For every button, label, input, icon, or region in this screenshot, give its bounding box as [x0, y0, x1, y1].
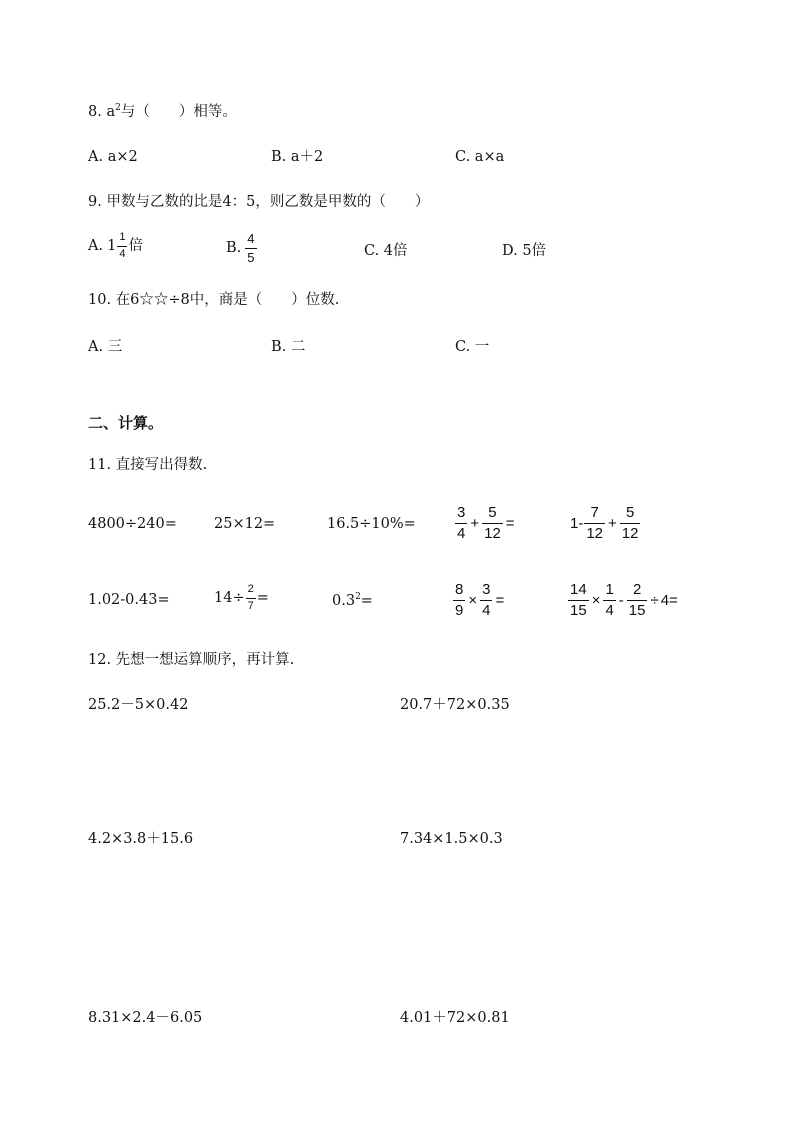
q12-item-1: 25.2－5×0.42: [88, 697, 189, 713]
q9-option-a-label: A.: [88, 237, 104, 254]
q8-exponent: 2: [115, 103, 121, 113]
q10-option-b: B. 二: [271, 339, 306, 355]
q8-option-b: B. a＋2: [271, 149, 324, 165]
q9-option-a: [88, 232, 143, 260]
q11-r1-f1-frac1: [455, 505, 467, 542]
numerator: 3: [457, 504, 466, 521]
equals-sign: =: [505, 514, 515, 532]
operator: ×: [591, 591, 601, 609]
q11-r2-e-frac2: [603, 582, 615, 619]
q9-option-b: [226, 232, 258, 264]
q9-option-c: C. 4倍: [364, 243, 408, 259]
section-heading: 二、计算。: [88, 414, 164, 432]
q11-r1-item-4: [454, 505, 517, 542]
q12-item-3: 4.2×3.8＋15.6: [88, 831, 194, 847]
q11-r1-f2-frac2: [620, 505, 641, 542]
q8-stem-pre: 8. a: [88, 103, 116, 120]
denominator: 4: [482, 601, 491, 619]
equals-sign: =: [360, 592, 373, 609]
q9-option-a-numerator: 1: [119, 231, 126, 243]
denominator: 15: [570, 601, 587, 619]
q11-r2-item-4: [452, 582, 506, 619]
q9-option-a-whole: 1: [107, 237, 117, 254]
q11-r2-b-frac: [246, 584, 256, 612]
q11-r2-item-5: [567, 582, 678, 619]
q12-item-6: 4.01＋72×0.81: [400, 1010, 510, 1026]
equals-sign: =: [256, 589, 269, 606]
q9-option-a-fraction: [117, 232, 127, 260]
q12-item-5: 8.31×2.4－6.05: [88, 1010, 203, 1026]
q11-r1-f1-frac2: [482, 505, 503, 542]
denominator: 9: [455, 601, 464, 619]
q10-stem: 10. 在6☆☆÷8中，商是（ ）位数.: [88, 292, 340, 308]
q11-r2-item-3: [332, 593, 373, 608]
q10-option-a: A. 三: [88, 339, 123, 355]
q12-item-4: 7.34×1.5×0.3: [400, 831, 503, 847]
q9-option-b-fraction: [245, 232, 256, 264]
prefix: 14÷: [214, 589, 245, 606]
operator: -: [618, 591, 624, 609]
operator: ÷: [650, 591, 659, 609]
denominator: 15: [628, 601, 646, 619]
numerator: 2: [632, 581, 642, 598]
q11-r2-item-2: [214, 584, 269, 612]
denominator: 12: [621, 524, 639, 542]
q9-option-d: D. 5倍: [502, 243, 547, 259]
prefix: 1-: [570, 514, 584, 532]
q10-option-c: C. 一: [455, 339, 490, 355]
numerator: 1: [605, 581, 614, 598]
q9-option-b-denominator: 5: [247, 249, 255, 265]
q12-stem: 12. 先想一想运算顺序，再计算.: [88, 652, 295, 668]
operator: +: [608, 514, 617, 532]
denominator: 4: [457, 524, 466, 542]
q11-r2-e-frac1: [568, 582, 589, 619]
q11-r2-d-frac2: [480, 582, 492, 619]
numerator: 5: [625, 504, 635, 521]
q11-r1-f2-frac1: [584, 505, 605, 542]
numerator: 8: [455, 581, 464, 598]
q11-r2-d-frac1: [453, 582, 465, 619]
operator: +: [470, 514, 480, 532]
q11-r1-item-2: 25×12=: [214, 516, 276, 532]
q12-item-2: 20.7＋72×0.35: [400, 697, 510, 713]
q11-r1-item-5: [570, 505, 641, 542]
numerator: 2: [247, 583, 254, 595]
exponent: 2: [355, 592, 361, 602]
base: 0.3: [332, 592, 356, 609]
numerator: 3: [482, 581, 491, 598]
q8-stem-post: 与（ ）相等。: [120, 103, 237, 120]
q11-r1-item-1: 4800÷240=: [88, 516, 177, 532]
q11-r2-e-frac3: [627, 582, 648, 619]
q11-r2-item-1: 1.02-0.43=: [88, 592, 170, 608]
operator: ×: [468, 591, 478, 609]
q9-stem: 9. 甲数与乙数的比是4：5，则乙数是甲数的（ ）: [88, 194, 430, 210]
q9-option-a-unit: 倍: [128, 237, 143, 254]
numerator: 5: [488, 504, 497, 521]
numerator: 14: [570, 581, 587, 598]
tail: 4=: [660, 591, 678, 609]
q11-r1-item-3: 16.5÷10%=: [327, 516, 416, 532]
q8-option-c: C. a×a: [455, 149, 505, 165]
denominator: 12: [484, 524, 501, 542]
denominator: 4: [605, 601, 614, 619]
numerator: 7: [590, 504, 599, 521]
q9-option-b-numerator: 4: [247, 231, 255, 246]
q8-stem: [88, 104, 237, 119]
denominator: 12: [586, 524, 604, 542]
q11-stem: 11. 直接写出得数.: [88, 457, 208, 473]
denominator: 7: [247, 599, 254, 612]
equals-sign: =: [495, 591, 505, 609]
q9-option-a-denominator: 4: [119, 247, 126, 260]
q8-option-a: A. a×2: [88, 149, 138, 165]
q9-option-b-label: B.: [226, 239, 242, 256]
